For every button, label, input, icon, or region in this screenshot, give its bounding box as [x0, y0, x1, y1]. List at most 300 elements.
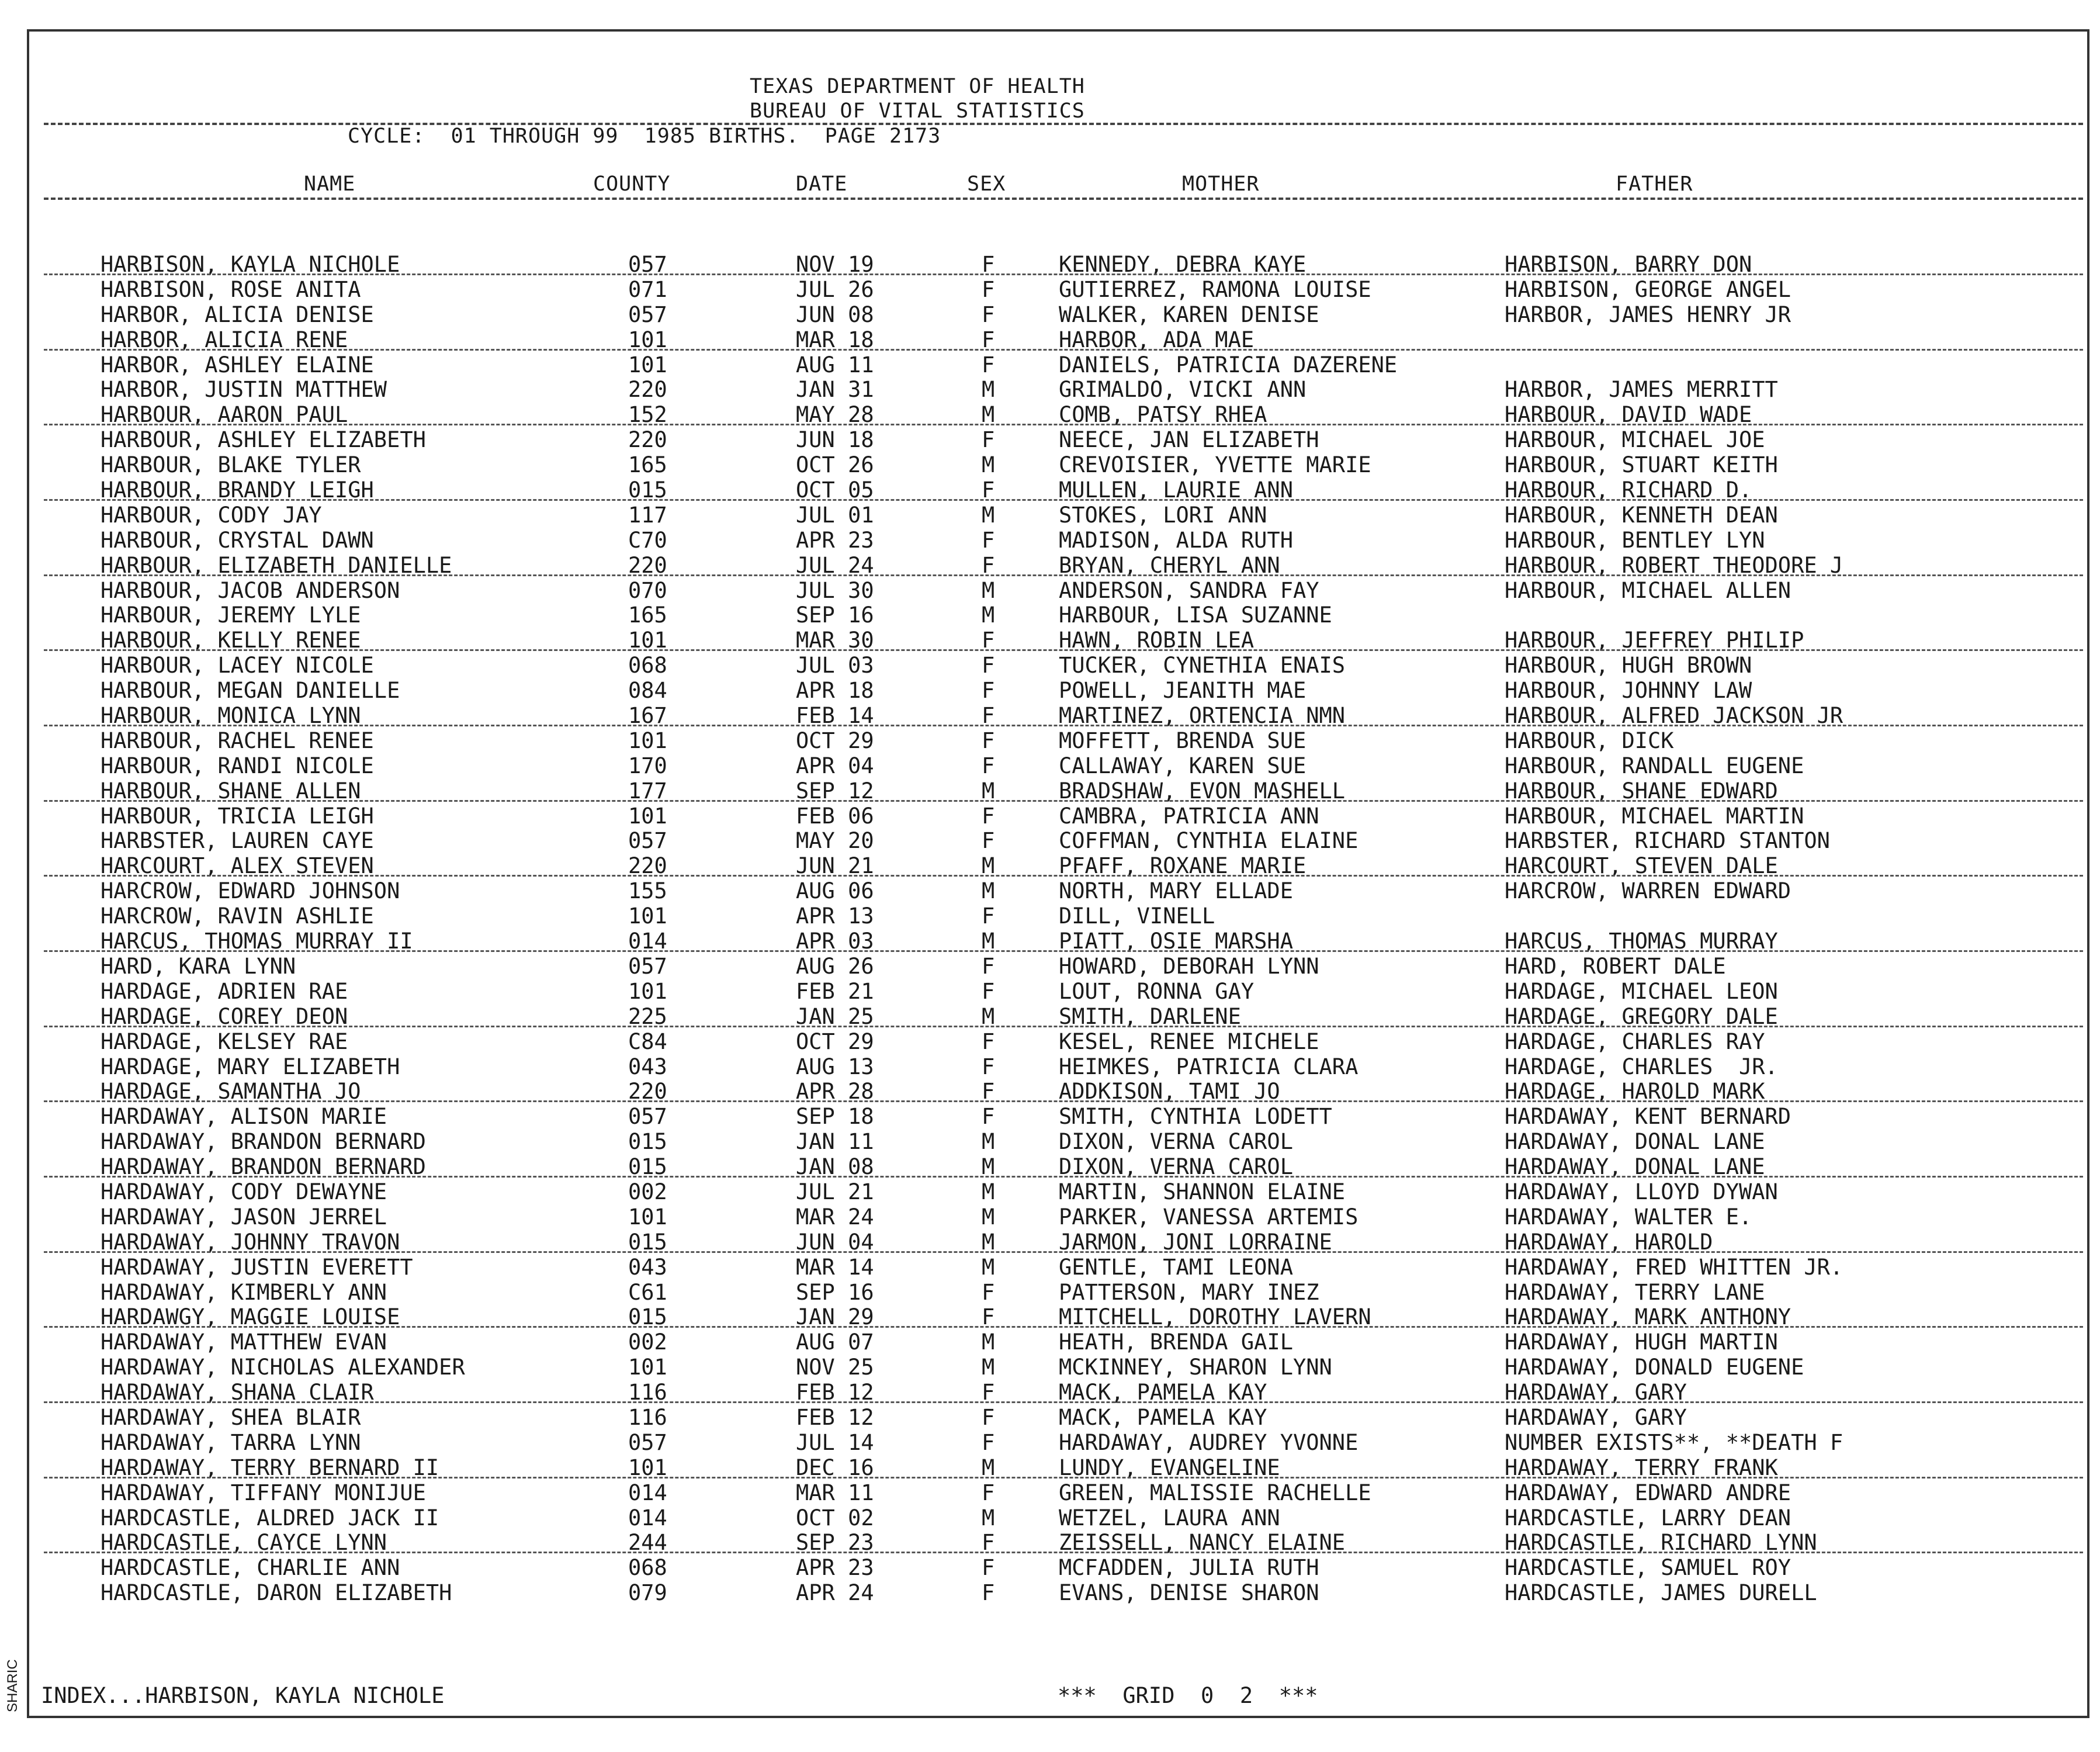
table-row	[0, 879, 2100, 904]
cell-mother: DILL, VINELL	[1059, 903, 1215, 929]
cell-father: HARBOUR, ALFRED JACKSON JR	[1505, 703, 1843, 729]
cell-father: HARD, ROBERT DALE	[1505, 953, 1726, 979]
cell-father: HARBOUR, KENNETH DEAN	[1505, 502, 1778, 528]
table-row	[0, 979, 2100, 1005]
cell-date: APR 23	[796, 527, 874, 553]
cell-father: HARCROW, WARREN EDWARD	[1505, 878, 1791, 904]
cell-date: JAN 31	[796, 377, 874, 403]
index-line: INDEX...HARBISON, KAYLA NICHOLE	[41, 1683, 445, 1708]
cell-date: SEP 16	[796, 1279, 874, 1305]
cell-sex: M	[982, 502, 995, 528]
cell-county: 057	[628, 252, 667, 277]
table-row	[0, 403, 2100, 428]
cell-mother: SMITH, DARLENE	[1059, 1003, 1241, 1029]
cell-father: HARDAWAY, WALTER E.	[1505, 1204, 1752, 1230]
table-row	[0, 303, 2100, 328]
cell-county: 165	[628, 603, 667, 628]
cell-father: HARBOUR, BENTLEY LYN	[1505, 527, 1765, 553]
bureau-title: BUREAU OF VITAL STATISTICS	[750, 99, 1085, 123]
cell-name: HARDAWAY, CODY DEWAYNE	[101, 1179, 387, 1204]
cell-father: HARBISON, GEORGE ANGEL	[1505, 276, 1791, 302]
cell-name: HARBOUR, ASHLEY ELIZABETH	[101, 427, 426, 453]
cell-name: HARDAWAY, SHANA CLAIR	[101, 1380, 374, 1405]
table-row	[0, 428, 2100, 453]
cell-date: FEB 21	[796, 978, 874, 1004]
cell-sex: F	[982, 1279, 995, 1305]
cell-county: 155	[628, 878, 667, 904]
cell-name: HARCROW, EDWARD JOHNSON	[101, 878, 400, 904]
cell-name: HARDAWAY, JOHNNY TRAVON	[101, 1229, 400, 1255]
cell-date: JUL 21	[796, 1179, 874, 1204]
cell-sex: F	[982, 828, 995, 854]
table-row	[0, 1556, 2100, 1581]
cell-date: JUN 08	[796, 302, 874, 327]
cell-date: AUG 26	[796, 953, 874, 979]
cell-mother: WETZEL, LAURA ANN	[1059, 1505, 1280, 1531]
table-row	[0, 1456, 2100, 1481]
cell-sex: F	[982, 1104, 995, 1130]
cell-county: C84	[628, 1029, 667, 1054]
cell-mother: STOKES, LORI ANN	[1059, 502, 1267, 528]
table-row	[0, 954, 2100, 979]
cell-county: 170	[628, 753, 667, 778]
cell-date: AUG 11	[796, 352, 874, 378]
cell-date: AUG 07	[796, 1329, 874, 1355]
cell-father: HARDAWAY, DONAL LANE	[1505, 1154, 1765, 1180]
cell-father: HARDAWAY, KENT BERNARD	[1505, 1104, 1791, 1130]
cell-sex: F	[982, 352, 995, 378]
cell-mother: MULLEN, LAURIE ANN	[1059, 477, 1293, 503]
cell-name: HARDAWGY, MAGGIE LOUISE	[101, 1304, 400, 1330]
cell-name: HARBOUR, AARON PAUL	[101, 402, 348, 428]
cell-father: HARBOR, JAMES HENRY JR	[1505, 302, 1791, 327]
cell-sex: M	[982, 1229, 995, 1255]
records-table	[0, 252, 2100, 1606]
cell-date: MAY 20	[796, 828, 874, 854]
cell-name: HARBOUR, BLAKE TYLER	[101, 452, 361, 478]
cell-father: HARDAWAY, TERRY LANE	[1505, 1279, 1765, 1305]
table-row	[0, 1180, 2100, 1205]
cell-name: HARBOUR, CODY JAY	[101, 502, 322, 528]
cell-name: HARBISON, ROSE ANITA	[101, 276, 361, 302]
cell-mother: PFAFF, ROXANE MARIE	[1059, 853, 1307, 879]
cell-name: HARBOUR, LACEY NICOLE	[101, 653, 374, 678]
cell-date: APR 04	[796, 753, 874, 778]
cell-date: FEB 14	[796, 703, 874, 729]
cell-mother: MARTINEZ, ORTENCIA NMN	[1059, 703, 1346, 729]
cell-date: JAN 29	[796, 1304, 874, 1330]
cell-mother: HAWN, ROBIN LEA	[1059, 628, 1255, 653]
cell-mother: KESEL, RENEE MICHELE	[1059, 1029, 1319, 1054]
table-row	[0, 1330, 2100, 1355]
cell-date: MAR 18	[796, 327, 874, 352]
cell-father: HARBOR, JAMES MERRITT	[1505, 377, 1778, 403]
cell-name: HARDCASTLE, ALDRED JACK II	[101, 1505, 439, 1531]
cell-name: HARBSTER, LAUREN CAYE	[101, 828, 374, 854]
cell-father: HARDCASTLE, SAMUEL ROY	[1505, 1555, 1791, 1581]
cell-date: MAR 30	[796, 628, 874, 653]
cell-county: 057	[628, 1104, 667, 1130]
col-header-sex: SEX	[967, 172, 1006, 196]
cell-county: 002	[628, 1329, 667, 1355]
table-row	[0, 278, 2100, 303]
cell-mother: GRIMALDO, VICKI ANN	[1059, 377, 1307, 403]
cell-county: 220	[628, 427, 667, 453]
cell-name: HARDAGE, SAMANTHA JO	[101, 1079, 361, 1104]
cell-sex: F	[982, 427, 995, 453]
cell-sex: F	[982, 678, 995, 704]
cell-sex: F	[982, 327, 995, 352]
cell-name: HARDAWAY, NICHOLAS ALEXANDER	[101, 1355, 465, 1380]
cell-sex: M	[982, 1003, 995, 1029]
cell-date: APR 23	[796, 1555, 874, 1581]
cell-mother: JARMON, JONI LORRAINE	[1059, 1229, 1332, 1255]
cell-name: HARCROW, RAVIN ASHLIE	[101, 903, 374, 929]
cell-county: 014	[628, 1505, 667, 1531]
cell-date: MAR 24	[796, 1204, 874, 1230]
cell-mother: KENNEDY, DEBRA KAYE	[1059, 252, 1307, 277]
cell-date: OCT 05	[796, 477, 874, 503]
cell-mother: HEATH, BRENDA GAIL	[1059, 1329, 1293, 1355]
cell-sex: M	[982, 1505, 995, 1531]
table-row	[0, 678, 2100, 704]
cell-county: 015	[628, 477, 667, 503]
col-header-county: COUNTY	[593, 172, 671, 196]
cell-date: JAN 25	[796, 1003, 874, 1029]
cell-county: 068	[628, 653, 667, 678]
cell-name: HARDAGE, COREY DEON	[101, 1003, 348, 1029]
cell-father: HARBOUR, HUGH BROWN	[1505, 653, 1752, 678]
cell-sex: F	[982, 1429, 995, 1455]
cell-county: 117	[628, 502, 667, 528]
cell-county: 014	[628, 1480, 667, 1505]
cell-mother: GENTLE, TAMI LEONA	[1059, 1254, 1293, 1280]
cell-date: APR 28	[796, 1079, 874, 1104]
cell-date: OCT 29	[796, 1029, 874, 1054]
agency-title: TEXAS DEPARTMENT OF HEALTH	[750, 75, 1085, 98]
cell-mother: BRADSHAW, EVON MASHELL	[1059, 778, 1346, 804]
cell-mother: EVANS, DENISE SHARON	[1059, 1580, 1319, 1606]
table-row	[0, 1079, 2100, 1104]
table-row	[0, 1431, 2100, 1456]
cell-date: APR 13	[796, 903, 874, 929]
cell-county: 084	[628, 678, 667, 704]
col-header-father: FATHER	[1616, 172, 1693, 196]
cell-name: HARDAWAY, SHEA BLAIR	[101, 1404, 361, 1430]
cell-name: HARDAGE, KELSEY RAE	[101, 1029, 348, 1054]
cell-father: HARBISON, BARRY DON	[1505, 252, 1752, 277]
table-row	[0, 628, 2100, 653]
cell-county: 057	[628, 1429, 667, 1455]
cell-sex: F	[982, 1029, 995, 1054]
cell-mother: LUNDY, EVANGELINE	[1059, 1455, 1280, 1480]
cell-county: 015	[628, 1154, 667, 1180]
table-row	[0, 1205, 2100, 1230]
cell-mother: CAMBRA, PATRICIA ANN	[1059, 803, 1319, 829]
cell-date: JUL 26	[796, 276, 874, 302]
cell-mother: POWELL, JEANITH MAE	[1059, 678, 1307, 704]
cell-father: HARBOUR, SHANE EDWARD	[1505, 778, 1778, 804]
cell-date: JUL 03	[796, 653, 874, 678]
cell-sex: F	[982, 1580, 995, 1606]
cell-name: HARBOUR, CRYSTAL DAWN	[101, 527, 374, 553]
cell-father: NUMBER EXISTS**, **DEATH F	[1505, 1429, 1843, 1455]
cell-father: HARDAWAY, TERRY FRANK	[1505, 1455, 1778, 1480]
cell-name: HARBOR, ALICIA DENISE	[101, 302, 374, 327]
cell-sex: M	[982, 878, 995, 904]
cell-father: HARDAWAY, MARK ANTHONY	[1505, 1304, 1791, 1330]
cell-father: HARBOUR, RICHARD D.	[1505, 477, 1752, 503]
cell-mother: NEECE, JAN ELIZABETH	[1059, 427, 1319, 453]
col-header-date: DATE	[796, 172, 848, 196]
cell-date: FEB 12	[796, 1404, 874, 1430]
cell-name: HARBOUR, TRICIA LEIGH	[101, 803, 374, 829]
cell-father: HARBSTER, RICHARD STANTON	[1505, 828, 1830, 854]
cell-name: HARDCASTLE, CAYCE LYNN	[101, 1530, 387, 1556]
cell-father: HARDAWAY, HUGH MARTIN	[1505, 1329, 1778, 1355]
cell-sex: F	[982, 527, 995, 553]
table-row	[0, 528, 2100, 553]
cell-date: JUN 04	[796, 1229, 874, 1255]
cell-date: MAY 28	[796, 402, 874, 428]
cell-mother: MARTIN, SHANNON ELAINE	[1059, 1179, 1346, 1204]
cell-county: 002	[628, 1179, 667, 1204]
cell-mother: LOUT, RONNA GAY	[1059, 978, 1255, 1004]
cell-mother: HOWARD, DEBORAH LYNN	[1059, 953, 1319, 979]
cell-mother: MOFFETT, BRENDA SUE	[1059, 728, 1307, 753]
cell-mother: GREEN, MALISSIE RACHELLE	[1059, 1480, 1371, 1505]
cell-name: HARDCASTLE, CHARLIE ANN	[101, 1555, 400, 1581]
cell-name: HARBOR, JUSTIN MATTHEW	[101, 377, 387, 403]
cell-county: 152	[628, 402, 667, 428]
table-row	[0, 1005, 2100, 1030]
cell-county: 116	[628, 1380, 667, 1405]
cell-name: HARDAGE, MARY ELIZABETH	[101, 1054, 400, 1079]
cell-father: HARDCASTLE, RICHARD LYNN	[1505, 1530, 1817, 1556]
table-row	[0, 503, 2100, 528]
cell-county: 014	[628, 929, 667, 954]
cell-mother: MCKINNEY, SHARON LYNN	[1059, 1355, 1332, 1380]
table-row	[0, 1104, 2100, 1130]
cell-mother: MADISON, ALDA RUTH	[1059, 527, 1293, 553]
cell-date: JUL 30	[796, 577, 874, 603]
cell-father: HARCOURT, STEVEN DALE	[1505, 853, 1778, 879]
cell-date: MAR 11	[796, 1480, 874, 1505]
table-row	[0, 804, 2100, 829]
cell-date: OCT 26	[796, 452, 874, 478]
cell-father: HARBOUR, MICHAEL MARTIN	[1505, 803, 1804, 829]
cell-father: HARDAGE, MICHAEL LEON	[1505, 978, 1778, 1004]
cell-mother: BRYAN, CHERYL ANN	[1059, 552, 1280, 578]
cell-sex: M	[982, 452, 995, 478]
cell-mother: HARBOUR, LISA SUZANNE	[1059, 603, 1332, 628]
table-row	[0, 1355, 2100, 1380]
cell-county: 057	[628, 828, 667, 854]
cell-father: HARDAWAY, FRED WHITTEN JR.	[1505, 1254, 1843, 1280]
table-row	[0, 1055, 2100, 1080]
cell-county: 167	[628, 703, 667, 729]
cell-name: HARBISON, KAYLA NICHOLE	[101, 252, 400, 277]
table-row	[0, 453, 2100, 478]
cell-name: HARDAWAY, TERRY BERNARD II	[101, 1455, 439, 1480]
cell-date: AUG 13	[796, 1054, 874, 1079]
cell-name: HARDAWAY, TIFFANY MONIJUE	[101, 1480, 426, 1505]
cell-name: HARBOUR, RACHEL RENEE	[101, 728, 374, 753]
cell-mother: HARBOR, ADA MAE	[1059, 327, 1255, 352]
cell-date: SEP 18	[796, 1104, 874, 1130]
cell-sex: F	[982, 803, 995, 829]
cell-mother: MCFADDEN, JULIA RUTH	[1059, 1555, 1319, 1581]
cell-mother: HEIMKES, PATRICIA CLARA	[1059, 1054, 1359, 1079]
table-row	[0, 904, 2100, 929]
cell-county: C61	[628, 1279, 667, 1305]
cell-date: APR 18	[796, 678, 874, 704]
cell-name: HARDAWAY, TARRA LYNN	[101, 1429, 361, 1455]
table-row	[0, 1280, 2100, 1306]
cell-date: JAN 08	[796, 1154, 874, 1180]
cell-date: DEC 16	[796, 1455, 874, 1480]
cell-sex: F	[982, 1404, 995, 1430]
cell-mother: MACK, PAMELA KAY	[1059, 1404, 1267, 1430]
cell-county: 220	[628, 377, 667, 403]
cell-mother: MACK, PAMELA KAY	[1059, 1380, 1267, 1405]
cell-name: HARDAWAY, JASON JERREL	[101, 1204, 387, 1230]
cell-sex: F	[982, 753, 995, 778]
cell-county: 116	[628, 1404, 667, 1430]
cell-father: HARDAGE, CHARLES JR.	[1505, 1054, 1778, 1079]
cell-mother: SMITH, CYNTHIA LODETT	[1059, 1104, 1332, 1130]
cell-father: HARCUS, THOMAS MURRAY	[1505, 929, 1778, 954]
cell-county: 220	[628, 552, 667, 578]
cell-county: 101	[628, 352, 667, 378]
cell-sex: F	[982, 703, 995, 729]
cell-date: JUL 14	[796, 1429, 874, 1455]
cell-father: HARDAWAY, HAROLD	[1505, 1229, 1713, 1255]
cell-name: HARDAWAY, BRANDON BERNARD	[101, 1154, 426, 1180]
table-row	[0, 1380, 2100, 1405]
cell-sex: F	[982, 252, 995, 277]
cell-sex: F	[982, 1304, 995, 1330]
cell-father: HARDAWAY, DONALD EUGENE	[1505, 1355, 1804, 1380]
cell-sex: M	[982, 1254, 995, 1280]
cell-sex: M	[982, 577, 995, 603]
table-row	[0, 754, 2100, 779]
cell-mother: PIATT, OSIE MARSHA	[1059, 929, 1293, 954]
cell-date: SEP 23	[796, 1530, 874, 1556]
cell-sex: M	[982, 603, 995, 628]
cell-sex: F	[982, 953, 995, 979]
cell-name: HARBOUR, JEREMY LYLE	[101, 603, 361, 628]
cell-father: HARDAWAY, GARY	[1505, 1404, 1687, 1430]
cell-father: HARDAGE, GREGORY DALE	[1505, 1003, 1778, 1029]
cell-name: HARBOUR, MONICA LYNN	[101, 703, 361, 729]
cell-mother: GUTIERREZ, RAMONA LOUISE	[1059, 276, 1371, 302]
cell-county: 043	[628, 1254, 667, 1280]
table-row	[0, 378, 2100, 403]
cell-father: HARBOUR, MICHAEL ALLEN	[1505, 577, 1791, 603]
table-row	[0, 854, 2100, 879]
cell-county: 220	[628, 1079, 667, 1104]
cell-name: HARBOUR, SHANE ALLEN	[101, 778, 361, 804]
cell-mother: TUCKER, CYNETHIA ENAIS	[1059, 653, 1346, 678]
table-row	[0, 1481, 2100, 1506]
table-row	[0, 1405, 2100, 1431]
cell-mother: COMB, PATSY RHEA	[1059, 402, 1267, 428]
cell-sex: F	[982, 728, 995, 753]
cell-sex: F	[982, 552, 995, 578]
cell-father: HARDCASTLE, JAMES DURELL	[1505, 1580, 1817, 1606]
cell-name: HARDAWAY, JUSTIN EVERETT	[101, 1254, 413, 1280]
cell-county: 079	[628, 1580, 667, 1606]
cell-mother: PATTERSON, MARY INEZ	[1059, 1279, 1319, 1305]
cell-name: HARBOUR, JACOB ANDERSON	[101, 577, 400, 603]
cell-sex: M	[982, 929, 995, 954]
cell-county: 165	[628, 452, 667, 478]
cell-date: APR 24	[796, 1580, 874, 1606]
cell-date: OCT 29	[796, 728, 874, 753]
cell-sex: M	[982, 1204, 995, 1230]
cell-father: HARBOUR, JOHNNY LAW	[1505, 678, 1752, 704]
cell-name: HARBOUR, MEGAN DANIELLE	[101, 678, 400, 704]
table-row	[0, 653, 2100, 678]
cell-father: HARDAGE, CHARLES RAY	[1505, 1029, 1765, 1054]
cell-name: HARBOUR, RANDI NICOLE	[101, 753, 374, 778]
cell-sex: F	[982, 978, 995, 1004]
cell-sex: M	[982, 1329, 995, 1355]
cell-mother: CALLAWAY, KAREN SUE	[1059, 753, 1307, 778]
cell-father: HARBOUR, JEFFREY PHILIP	[1505, 628, 1804, 653]
cell-mother: DIXON, VERNA CAROL	[1059, 1154, 1293, 1180]
cell-sex: M	[982, 377, 995, 403]
cell-date: NOV 19	[796, 252, 874, 277]
cell-sex: F	[982, 1480, 995, 1505]
cell-father: HARBOUR, ROBERT THEODORE J	[1505, 552, 1843, 578]
cell-county: 101	[628, 728, 667, 753]
cell-sex: F	[982, 628, 995, 653]
cell-date: AUG 06	[796, 878, 874, 904]
cell-sex: F	[982, 1555, 995, 1581]
cell-county: 220	[628, 853, 667, 879]
cell-county: 101	[628, 978, 667, 1004]
cell-date: JUN 21	[796, 853, 874, 879]
cell-mother: DANIELS, PATRICIA DAZERENE	[1059, 352, 1398, 378]
cell-father: HARDAWAY, DONAL LANE	[1505, 1129, 1765, 1155]
cell-sex: F	[982, 1079, 995, 1104]
table-row	[0, 1155, 2100, 1180]
cell-sex: F	[982, 1380, 995, 1405]
cell-county: 043	[628, 1054, 667, 1079]
cell-date: JUL 24	[796, 552, 874, 578]
cell-mother: ANDERSON, SANDRA FAY	[1059, 577, 1319, 603]
cell-mother: DIXON, VERNA CAROL	[1059, 1129, 1293, 1155]
cell-name: HARCUS, THOMAS MURRAY II	[101, 929, 413, 954]
table-row	[0, 553, 2100, 579]
cell-date: FEB 12	[796, 1380, 874, 1405]
table-row	[0, 1581, 2100, 1606]
cell-county: 057	[628, 953, 667, 979]
table-row	[0, 1130, 2100, 1155]
table-row	[0, 704, 2100, 729]
cell-sex: M	[982, 778, 995, 804]
cell-sex: F	[982, 1054, 995, 1079]
cell-date: MAR 14	[796, 1254, 874, 1280]
cell-county: 101	[628, 803, 667, 829]
cell-date: JUL 01	[796, 502, 874, 528]
cell-county: 101	[628, 1204, 667, 1230]
cell-name: HARDAWAY, MATTHEW EVAN	[101, 1329, 387, 1355]
cell-father: HARBOUR, STUART KEITH	[1505, 452, 1778, 478]
cell-mother: NORTH, MARY ELLADE	[1059, 878, 1293, 904]
